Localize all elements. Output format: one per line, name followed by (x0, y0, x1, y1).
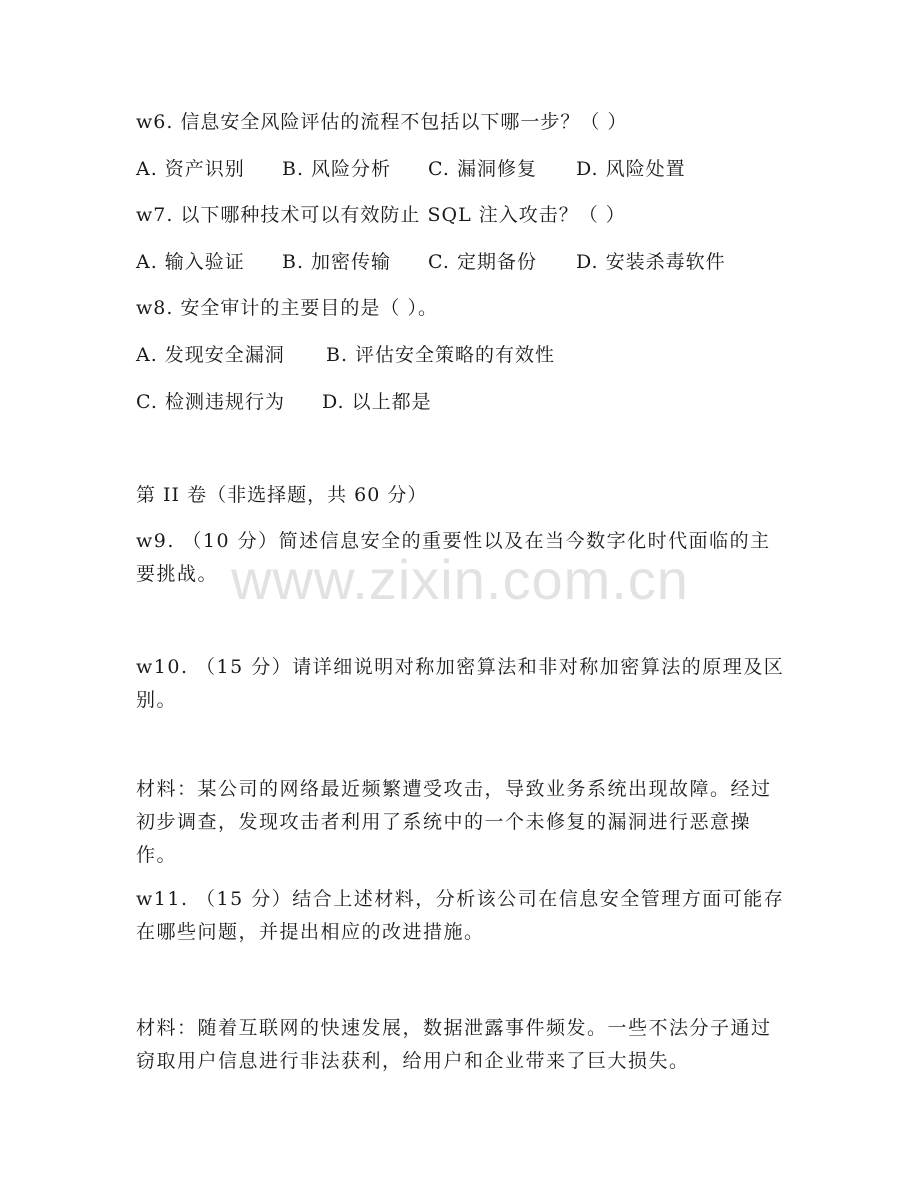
material-1: 材料：某公司的网络最近频繁遭受攻击，导致业务系统出现故障。经过初步调查，发现攻击者利用了系统中的一个未修复的漏洞进行恶意操作。 (136, 778, 772, 866)
question-8-stem: w8. 安全审计的主要目的是（ ）。 (136, 297, 438, 319)
q8-option-a: A. 发现安全漏洞 (136, 344, 285, 366)
question-7-options (136, 250, 786, 274)
q6-option-c: C. 漏洞修复 (428, 158, 537, 180)
watermark: www.zixin.com.cn (231, 548, 689, 611)
q6-option-d: D. 风险处置 (576, 158, 686, 180)
q7-option-d: D. 安装杀毒软件 (576, 251, 726, 273)
question-6-stem: w6. 信息安全风险评估的流程不包括以下哪一步？（ ） (136, 111, 628, 133)
material-2: 材料：随着互联网的快速发展，数据泄露事件频发。一些不法分子通过窃取用户信息进行非法获利，给用户和企业带来了巨大损失。 (136, 1017, 772, 1072)
question-8-options-row2 (136, 390, 786, 414)
question-9: w9. （10 分）简述信息安全的重要性以及在当今数字化时代面临的主要挑战。 (136, 530, 771, 585)
question-6-options (136, 157, 786, 181)
q6-option-b: B. 风险分析 (282, 158, 392, 180)
section-2-title: 第 II 卷（非选择题，共 60 分） (136, 484, 428, 506)
question-8-options-row1 (136, 343, 786, 367)
q8-option-d: D. 以上都是 (322, 391, 432, 413)
question-11: w11. （15 分）结合上述材料，分析该公司在信息安全管理方面可能存在哪些问题，并提出相应的改进措施。 (136, 888, 785, 943)
q7-option-b: B. 加密传输 (282, 251, 392, 273)
question-10: w10. （15 分）请详细说明对称加密算法和非对称加密算法的原理及区别。 (136, 656, 785, 711)
q7-option-a: A. 输入验证 (136, 251, 245, 273)
q7-option-c: C. 定期备份 (428, 251, 537, 273)
q8-option-c: C. 检测违规行为 (136, 391, 285, 413)
q8-option-b: B. 评估安全策略的有效性 (326, 344, 556, 366)
question-7-stem: w7. 以下哪种技术可以有效防止 SQL 注入攻击？（ ） (136, 204, 626, 226)
q6-option-a: A. 资产识别 (136, 158, 245, 180)
